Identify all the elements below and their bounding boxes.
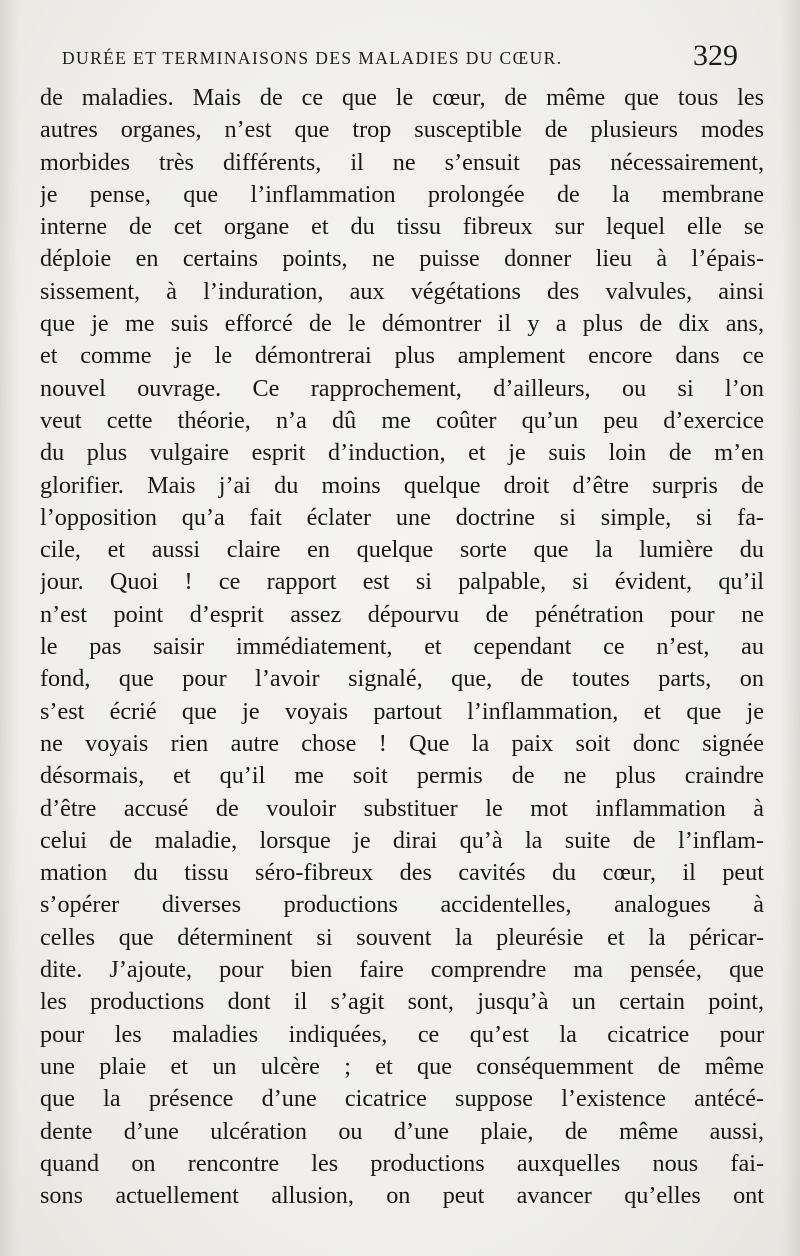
text-line: d’être accusé de vouloir substituer le mot inflammation à: [40, 794, 764, 822]
text-line: fond, que pour l’avoir signalé, que, de toutes parts, on: [40, 665, 764, 693]
text-line: du plus vulgaire esprit d’induction, et je suis loin de m’en: [40, 439, 764, 467]
text-line: n’est point d’esprit assez dépourvu de pénétration pour ne: [40, 600, 764, 628]
text-line: une plaie et un ulcère ; et que conséquemment de même: [40, 1052, 764, 1080]
text-line: glorifier. Mais j’ai du moins quelque droit d’être surpris de: [40, 471, 764, 499]
text-line: s’est écrié que je voyais partout l’inflammation, et que je: [40, 697, 764, 725]
page-number: 329: [693, 39, 738, 72]
text-line: nouvel ouvrage. Ce rapprochement, d’ailleurs, ou si l’on: [40, 374, 764, 402]
text-line: mation du tissu séro-fibreux des cavités du cœur, il peut: [40, 859, 764, 887]
text-line: ne voyais rien autre chose ! Que la paix soit donc signée: [40, 729, 764, 757]
text-line: le pas saisir immédiatement, et cependant ce n’est, au: [40, 633, 764, 661]
text-line: s’opérer diverses productions accidentelles, analogues à: [40, 891, 764, 919]
text-line: sissement, à l’induration, aux végétations des valvules, ainsi: [40, 277, 764, 305]
page-header: [62, 40, 738, 76]
page-edge-shadow-right: [782, 0, 800, 1256]
text-line: sons actuellement allusion, on peut avancer qu’elles ont: [40, 1182, 764, 1210]
text-line: de maladies. Mais de ce que le cœur, de même que tous les: [40, 84, 764, 111]
running-title: DURÉE ET TERMINAISONS DES MALADIES DU CŒUR.: [62, 48, 563, 68]
text-line: pour les maladies indiquées, ce qu’est la cicatrice pour: [40, 1020, 764, 1048]
text-line: celui de maladie, lorsque je dirai qu’à la suite de l’inflam-: [40, 826, 764, 854]
text-line: interne de cet organe et du tissu fibreux sur lequel elle se: [40, 213, 764, 241]
text-line: déploie en certains points, ne puisse donner lieu à l’épais-: [40, 245, 764, 273]
text-line: que la présence d’une cicatrice suppose l’existence antécé-: [40, 1085, 764, 1113]
page-edge-shadow-left: [0, 0, 18, 1256]
text-line: celles que déterminent si souvent la pleurésie et la péricar-: [40, 923, 764, 951]
text-line: les productions dont il s’agit sont, jusqu’à un certain point,: [40, 988, 764, 1016]
text-line: quand on rencontre les productions auxquelles nous fai-: [40, 1149, 764, 1177]
text-line: jour. Quoi ! ce rapport est si palpable, si évident, qu’il: [40, 568, 764, 596]
text-line: désormais, et qu’il me soit permis de ne plus craindre: [40, 762, 764, 790]
text-line: et comme je le démontrerai plus amplement encore dans ce: [40, 342, 764, 370]
text-line: veut cette théorie, n’a dû me coûter qu’un peu d’exercice: [40, 406, 764, 434]
text-line: dite. J’ajoute, pour bien faire comprendre ma pensée, que: [40, 956, 764, 984]
text-line: dente d’une ulcération ou d’une plaie, de même aussi,: [40, 1117, 764, 1145]
text-line: je pense, que l’inflammation prolongée de la membrane: [40, 180, 764, 208]
text-line: cile, et aussi claire en quelque sorte que la lumière du: [40, 536, 764, 564]
text-line: morbides très différents, il ne s’ensuit pas nécessairement,: [40, 148, 764, 176]
body-paragraph: [40, 82, 764, 1212]
text-line: que je me suis efforcé de le démontrer il y a plus de dix ans,: [40, 310, 764, 338]
text-line: l’opposition qu’a fait éclater une doctrine si simple, si fa-: [40, 503, 764, 531]
text-line: autres organes, n’est que trop susceptible de plusieurs modes: [40, 116, 764, 144]
